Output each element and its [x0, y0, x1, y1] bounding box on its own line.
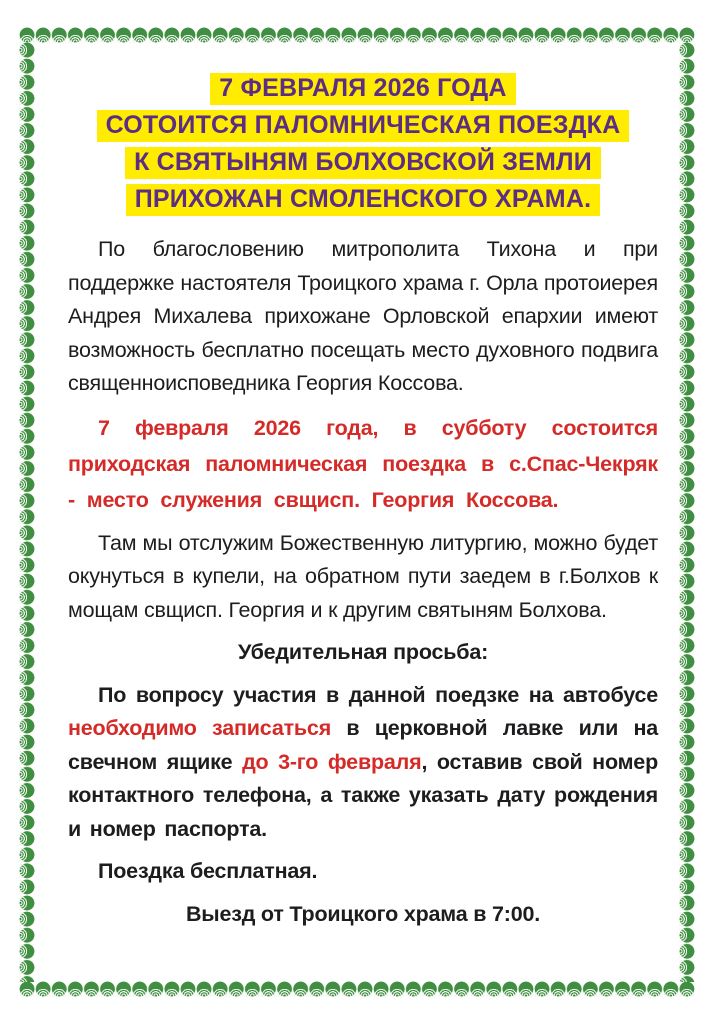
- signup-run-2-highlighted: необходимо записаться: [68, 716, 332, 740]
- announcement-content: [68, 73, 658, 940]
- border-right: [679, 42, 695, 982]
- paragraph-departure: Выезд от Троицкого храма в 7:00.: [185, 901, 541, 926]
- paragraph-free-trip: Поездка бесплатная.: [98, 859, 318, 883]
- border-top: [19, 27, 695, 43]
- signup-run-1: По вопросу участия в данной поедзке на автобусе: [98, 682, 658, 707]
- title-line-2-highlight: СОТОИТСЯ ПАЛОМНИЧЕСКАЯ ПОЕЗДКА: [97, 110, 630, 142]
- border-bottom: [19, 981, 695, 997]
- title-line-3-highlight: К СВЯТЫНЯМ БОЛХОВСКОЙ ЗЕМЛИ: [125, 147, 601, 179]
- heading-request: Убедительная просьба:: [237, 640, 489, 664]
- border-left: [19, 42, 35, 982]
- signup-run-4-highlighted: до 3-го февраля: [242, 749, 422, 774]
- title-line-3: [68, 147, 658, 180]
- signup-run-5: , оставив свой номер контактного телефона, а также указать дату рождения и номер паспорта.: [68, 749, 658, 841]
- paragraph-signup: [68, 679, 658, 847]
- title-line-1: [68, 73, 658, 106]
- title-line-2: [68, 110, 658, 143]
- title-line-4-highlight: ПРИХОЖАН СМОЛЕНСКОГО ХРАМА.: [126, 184, 600, 216]
- paragraph-trip-announcement: 7 февраля 2026 года, в субботу состоится приходская паломническая поездка в с.Спас-Чекряк - место служения свщисп. Георгия Коссова.: [68, 415, 658, 512]
- page-title: [68, 73, 658, 217]
- paragraph-blessing: По благословению митрополита Тихона и при поддержке настоятеля Троицкого храма г. Орла протоиерея Андрея Михалева прихожане Орловской епархии имеют возможность бесплатно посещать место духовного подвига священноисповедника Георгия Коссова.: [68, 237, 658, 395]
- title-line-1-highlight: 7 ФЕВРАЛЯ 2026 ГОДА: [210, 73, 515, 105]
- title-line-4: [68, 184, 658, 217]
- signup-run-3: в церковной лавке или на свечном ящике: [68, 716, 658, 774]
- paragraph-itinerary: Там мы отслужим Божественную литургию, можно будет окунуться в купели, на обратном пути заедем в г.Болхов к мощам свщисп. Георгия и к другим святыням Болхова.: [68, 530, 658, 622]
